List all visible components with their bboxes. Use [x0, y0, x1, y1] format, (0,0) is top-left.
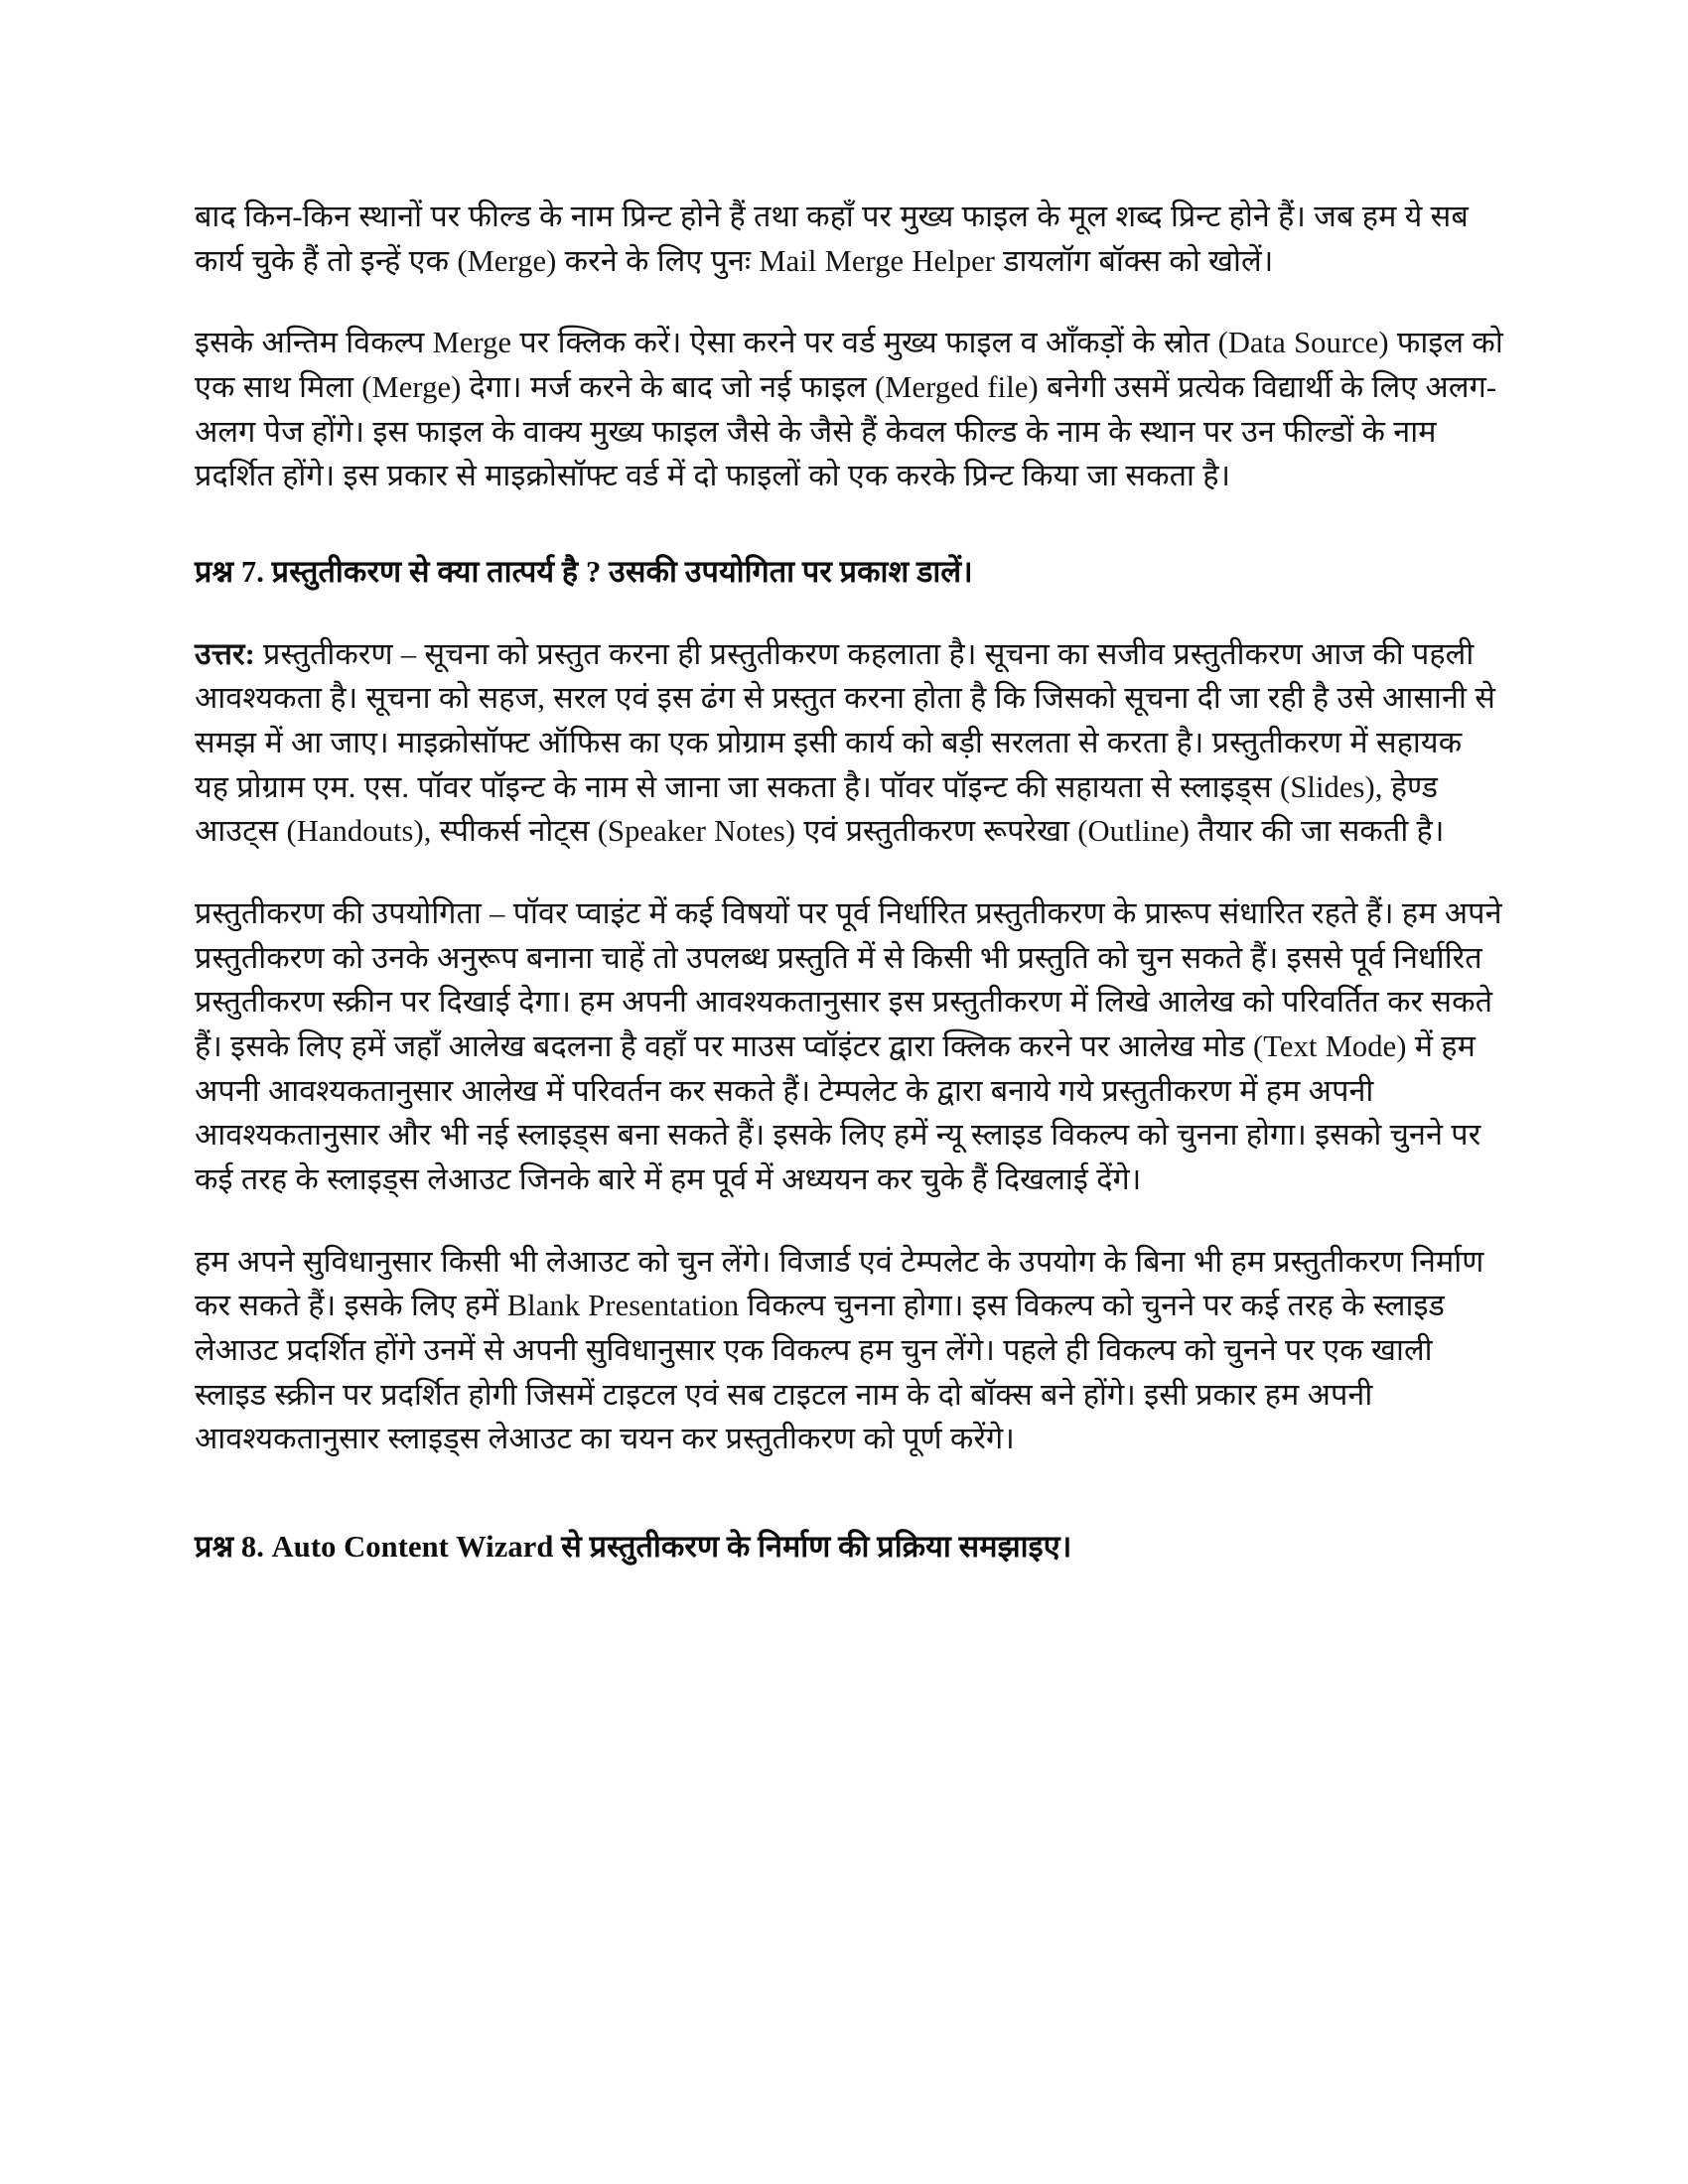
heading-question-8: प्रश्न 8. Auto Content Wizard से प्रस्तुतीकरण के निर्माण की प्रक्रिया समझाइए। [195, 1530, 1072, 1565]
paragraph-answer-7 [195, 632, 1503, 854]
paragraph-merge-result: इसके अन्तिम विकल्प Merge पर क्लिक करें। ऐसा करने पर वर्ड मुख्य फाइल व आँकड़ों के स्रोत (Data Source) फाइल को एक साथ मिला (Merge) देगा। मर्ज करने के बाद जो नई फाइल (Merged file) बनेगी उसमें प्रत्येक विद्यार्थी के लिए अलग-अलग पेज होंगे। इस फाइल के वाक्य मुख्य फाइल जैसे के जैसे हैं केवल फील्ड के नाम के स्थान पर उन फील्डों के नाम प्रदर्शित होंगे। इस प्रकार से माइक्रोसॉफ्ट वर्ड में दो फाइलों को एक करके प्रिन्ट किया जा सकता है। [195, 326, 1503, 493]
paragraph-blank-presentation: हम अपने सुविधानुसार किसी भी लेआउट को चुन लेंगे। विजार्ड एवं टेम्पलेट के उपयोग के बिना भी हम प्रस्तुतीकरण निर्माण कर सकते हैं। इसके लिए हमें Blank Presentation विकल्प चुनना होगा। इस विकल्प को चुनने पर कई तरह के स्लाइड लेआउट प्रदर्शित होंगे उनमें से अपनी सुविधानुसार एक विकल्प हम चुन लेंगे। पहले ही विकल्प को चुनने पर एक खाली स्लाइड स्क्रीन पर प्रदर्शित होगी जिसमें टाइटल एवं सब टाइटल नाम के दो बॉक्स बने होंगे। इसी प्रकार हम अपनी आवश्यकतानुसार स्लाइड्स लेआउट का चयन कर प्रस्तुतीकरण को पूर्ण करेंगे। [195, 1244, 1484, 1456]
section-spacer-top [195, 536, 1503, 550]
answer-body-7: प्रस्तुतीकरण – सूचना को प्रस्तुत करना ही प्रस्तुतीकरण कहलाता है। सूचना का सजीव प्रस्तुतीकरण आज की पहली आवश्यकता है। सूचना को सहज, सरल एवं इस ढंग से प्रस्तुत करना होता है कि जिसको सूचना दी जा रही है उसे आसानी से समझ में आ जाए। माइक्रोसॉफ्ट ऑफिस का एक प्रोग्राम इसी कार्य को बड़ी सरलता से करता है। प्रस्तुतीकरण में सहायक यह प्रोग्राम एम. एस. पॉवर पॉइन्ट के नाम से जाना जा सकता है। पॉवर पॉइन्ट की सहायता से स्लाइड्स (Slides), हेण्ड आउट्स (Handouts), स्पीकर्स नोट्स (Speaker Notes) एवं प्रस्तुतीकरण रूपरेखा (Outline) तैयार की जा सकती है। [195, 636, 1495, 849]
heading-question-7: प्रश्न 7. प्रस्तुतीकरण से क्या तात्पर्य है ? उसकी उपयोगिता पर प्रकाश डालें। [195, 555, 973, 590]
paragraph-mail-merge-helper: बाद किन-किन स्थानों पर फील्ड के नाम प्रिन्ट होने हैं तथा कहाँ पर मुख्य फाइल के मूल शब्द प्रिन्ट होने हैं। जब हम ये सब कार्य चुके हैं तो इन्हें एक (Merge) करने के लिए पुनः Mail Merge Helper डायलॉग बॉक्स को खोलें। [195, 200, 1469, 278]
section-spacer-bottom [195, 1499, 1503, 1525]
page-content-column [195, 195, 1503, 1570]
paragraph-presentation-utility: प्रस्तुतीकरण की उपयोगिता – पॉवर प्वाइंट में कई विषयों पर पूर्व निर्धारित प्रस्तुतीकरण के प्रारूप संधारित रहते हैं। हम अपने प्रस्तुतीकरण को उनके अनुरूप बनाना चाहें तो उपलब्ध प्रस्तुति में से किसी भी प्रस्तुति को चुन सकते हैं। इससे पूर्व निर्धारित प्रस्तुतीकरण स्क्रीन पर दिखाई देगा। हम अपनी आवश्यकतानुसार इस प्रस्तुतीकरण में लिखे आलेख को परिवर्तित कर सकते हैं। इसके लिए हमें जहाँ आलेख बदलना है वहाँ पर माउस प्वॉइंटर द्वारा क्लिक करने पर आलेख मोड (Text Mode) में हम अपनी आवश्यकतानुसार आलेख में परिवर्तन कर सकते हैं। टेम्पलेट के द्वारा बनाये गये प्रस्तुतीकरण में हम अपनी आवश्यकतानुसार और भी नई स्लाइड्स बना सकते हैं। इसके लिए हमें न्यू स्लाइड विकल्प को चुनना होगा। इसको चुनने पर कई तरह के स्लाइड्स लेआउट जिनके बारे में हम पूर्व में अध्ययन कर चुके हैं दिखलाई देंगे। [195, 896, 1502, 1197]
answer-label: उत्तर: [195, 636, 255, 671]
